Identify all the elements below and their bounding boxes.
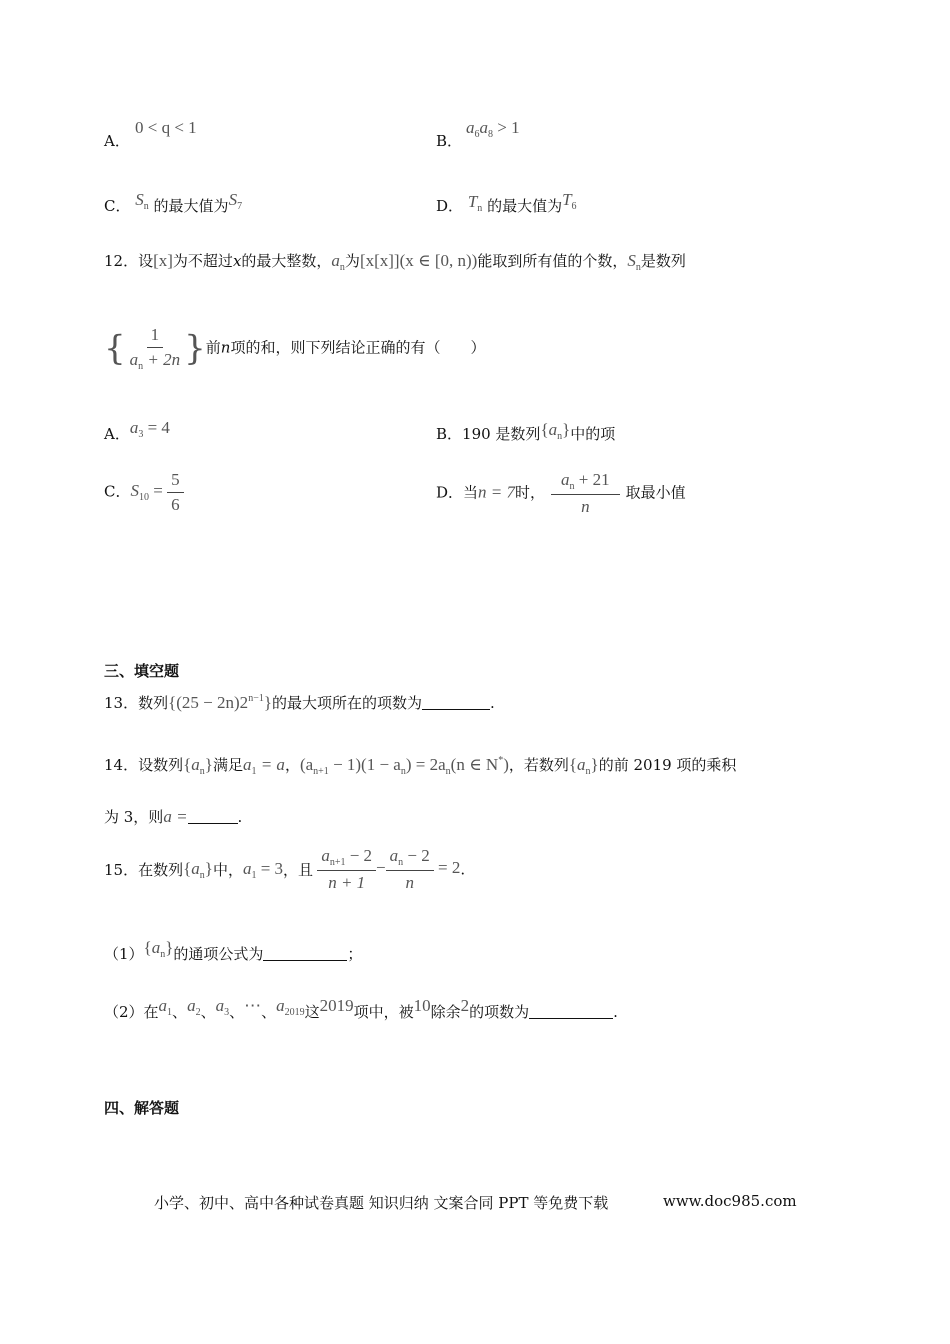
q13: 13．数列$\{(25 - 2n)2^{n-1}\}$的最大项所在的项数为 . — [104, 693, 495, 712]
option-label: C． — [104, 197, 131, 215]
q14-line2: 为 3，则a = . — [104, 807, 243, 826]
q11-option-b — [436, 130, 462, 151]
q11-option-b-math: $a_6a_8 > 1$ — [466, 118, 520, 140]
option-label: B． — [436, 132, 463, 150]
q14-line1: 14．设数列$\{a_n\}$满足$a_1 = a$，$(a_{n+1} - 1)(1 - a_n) = 2a_n(n$ ∈ N*)，若数列$\{a_n\}$的前 2019 项的乘积 — [104, 755, 737, 777]
footer-text: 小学、初中、高中各种试卷真题 知识归纳 文案合同 PPT 等免费下载 — [154, 1194, 609, 1212]
section-title-fill-blank: 三、填空题 — [104, 662, 180, 680]
option-label: D． — [436, 197, 464, 215]
option-label: A． — [104, 132, 130, 150]
q11-option-a-math: 0 < q < 1 — [135, 118, 197, 137]
q12-option-c: C．$S_{10}$ = $\frac{5}{6}$ — [104, 470, 184, 515]
q15-part1: $(1)\{a_n\}$的通项公式为 ； — [104, 938, 363, 963]
section-title-answer: 四、解答题 — [104, 1099, 180, 1117]
q15-part2: （2）在$a_1$、$a_2$、$a_3$、⋯、$a_{2019}$这2019项中，被10除余2的项数为 . — [104, 996, 618, 1021]
q12-option-d: D．当n = 7时， $\frac{a_n + 21}{n}$ 取最小值 — [436, 470, 686, 516]
answer-blank[interactable] — [263, 946, 347, 961]
q12-fraction: $\frac{1}{a_n + 2n}$ — [129, 325, 181, 372]
q11-option-a — [104, 130, 130, 151]
q12-option-a: A．$a_3 = 4$ — [104, 418, 170, 443]
q15-stem: 15．在数列$\{a_n\}$中，$a_1 = 3$，且 $\frac{a_{n+1} - 2}{n + 1}$ − $\frac{a_n - 2}{n}$ = 2. — [104, 846, 466, 892]
q12-stem-line2: { $\frac{1}{a_n + 2n}$ }前n项的和，则下列结论正确的有（ ） — [104, 325, 486, 372]
q11-option-c: C． $S_n$ 的最大值为$S_7$ — [104, 190, 243, 215]
answer-blank[interactable] — [529, 1004, 613, 1019]
answer-blank[interactable] — [188, 809, 238, 824]
q12-stem-line1: 12．设[x]为不超过x的最大整数，$a_n$为[x[x]](x ∈ [0, n))能取到所有值的个数，$S_n$是数列 — [104, 251, 686, 273]
q11-option-d: D． $T_n$ 的最大值为$T_6$ — [436, 190, 577, 215]
q12-option-b: B．190 是数列$\{a_n\}$中的项 — [436, 420, 616, 443]
answer-blank[interactable] — [422, 695, 490, 710]
footer-link[interactable]: www.doc985.com — [663, 1192, 797, 1210]
